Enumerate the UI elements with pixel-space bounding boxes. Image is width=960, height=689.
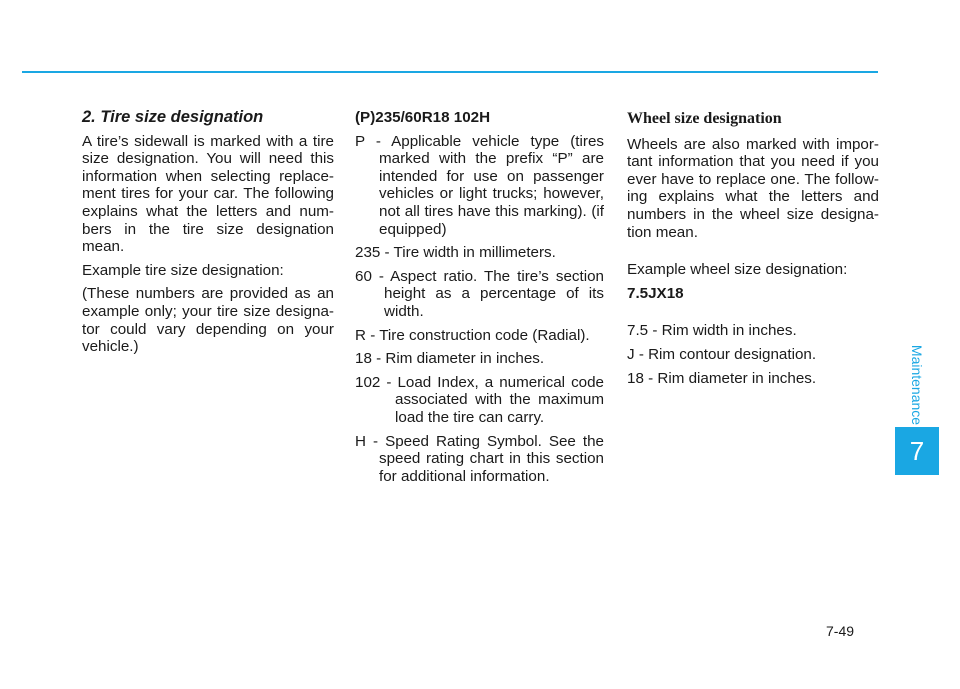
section-heading: 2. Tire size designation [82, 108, 264, 126]
column-middle [355, 109, 604, 491]
chapter-tab: 7 [895, 427, 939, 475]
column-right [627, 109, 879, 393]
list-item: 18 - Rim diameter in inches. [627, 369, 817, 387]
top-rule [22, 71, 878, 73]
wheel-example-code: 7.5JX18 [627, 284, 684, 302]
list-item: H - Speed Rating Symbol. See the speed rating chart in this section for additional information. [355, 432, 604, 485]
list-item: J - Rim contour designation. [627, 345, 817, 363]
wheel-example-label: Example wheel size designation: [627, 261, 848, 279]
list-item: 102 - Load Index, a numerical code associated with the maximum load the tire can carry. [355, 373, 604, 426]
chapter-side-label: Maintenance [909, 344, 925, 426]
intro-paragraph: A tire’s sidewall is marked with a tire size designation. You will need this information when selecting replace- ment tires for your car. The following explains what the letters and num- bers in the tire size designation mean. [82, 132, 334, 256]
list-item: R - Tire construction code (Radial). [355, 326, 590, 344]
list-item: 235 - Tire width in millimeters. [355, 244, 556, 262]
list-item: 7.5 - Rim width in inches. [627, 322, 797, 340]
page-number: 7-49 [826, 623, 855, 639]
tire-example-code: (P)235/60R18 102H [355, 109, 491, 126]
list-item: 18 - Rim diameter in inches. [355, 350, 545, 368]
note-paragraph: (These numbers are provided as an example only; your tire size designa- tor could vary depending on your vehicle.) [82, 285, 334, 356]
column-left [82, 109, 334, 362]
subsection-heading: Wheel size designation [627, 110, 782, 127]
list-item: 60 - Aspect ratio. The tire’s section height as a percentage of its width. [355, 267, 604, 320]
example-label: Example tire size designation: [82, 261, 284, 279]
list-item: P - Applicable vehicle type (tires marked with the prefix “P” are intended for use on passenger vehicles or light trucks; however, not all tires have this marking). (if equipped) [355, 132, 604, 238]
wheel-intro-paragraph: Wheels are also marked with impor- tant information that you need if you ever have to replace one. The follow- ing explains what the letters and numbers in the wheel size designa- tion mean. [627, 135, 879, 241]
